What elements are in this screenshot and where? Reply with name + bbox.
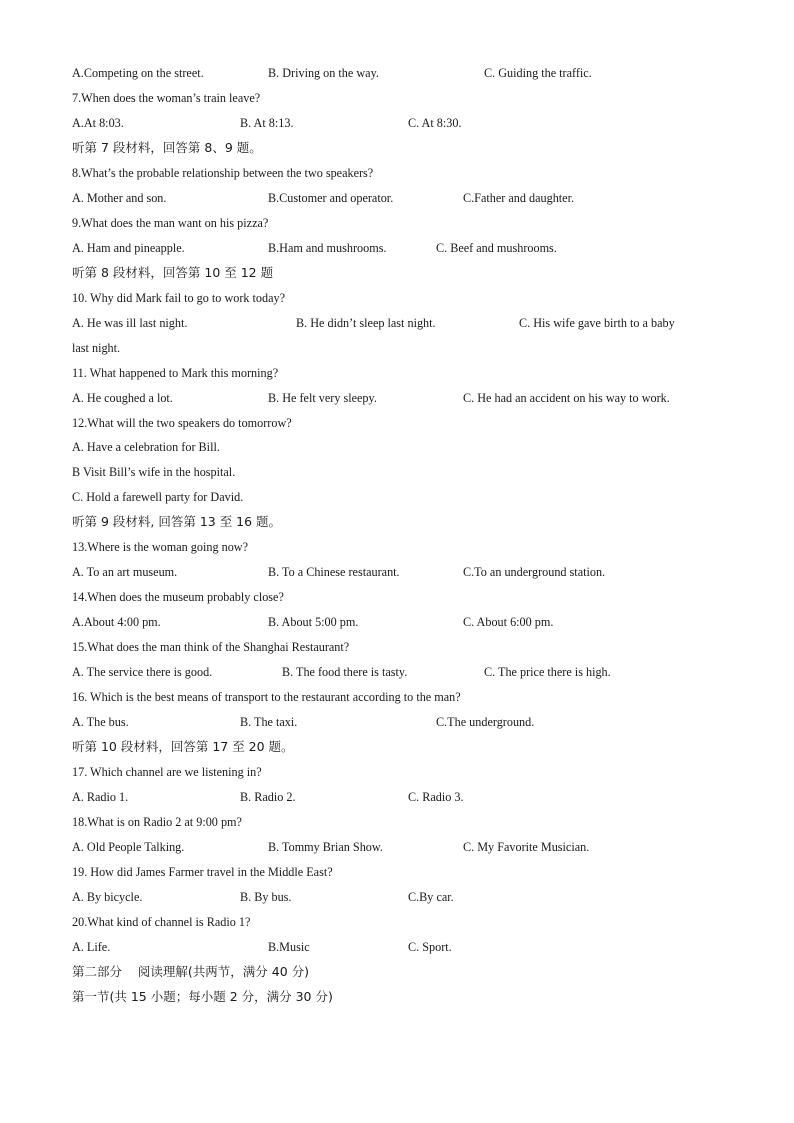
option-b: B.Music xyxy=(268,940,310,954)
option-b: B. By bus. xyxy=(240,890,292,904)
option-c: C. He had an accident on his way to work. xyxy=(463,391,670,405)
option-c: C.By car. xyxy=(408,890,454,904)
option-a: A.About 4:00 pm. xyxy=(72,615,161,629)
question-20: 20.What kind of channel is Radio 1? xyxy=(72,915,251,929)
options-q19 xyxy=(72,888,734,906)
option-a: A. He was ill last night. xyxy=(72,316,188,330)
question-15: 15.What does the man think of the Shanghai Restaurant? xyxy=(72,640,350,654)
option-b: B. At 8:13. xyxy=(240,116,294,130)
option-c: C. About 6:00 pm. xyxy=(463,615,554,629)
option-a: A.At 8:03. xyxy=(72,116,124,130)
option-a: A. He coughed a lot. xyxy=(72,391,173,405)
option-a: A. Radio 1. xyxy=(72,790,129,804)
question-8: 8.What’s the probable relationship between the two speakers? xyxy=(72,166,374,180)
option-a: A. To an art museum. xyxy=(72,565,178,579)
section-one-heading: 第一节(共 15 小题；每小题 2 分，满分 30 分) xyxy=(72,989,333,1004)
options-q11 xyxy=(72,389,734,407)
option-b: B.Ham and mushrooms. xyxy=(268,241,387,255)
option-a: A. Ham and pineapple. xyxy=(72,241,185,255)
options-q13 xyxy=(72,563,734,581)
option-c: C. At 8:30. xyxy=(408,116,462,130)
question-9: 9.What does the man want on his pizza? xyxy=(72,216,269,230)
options-q9 xyxy=(72,239,734,257)
options-q10-continued: last night. xyxy=(72,341,121,355)
option-c: C.The underground. xyxy=(436,715,535,729)
options-q7 xyxy=(72,114,734,132)
option-b: B. Tommy Brian Show. xyxy=(268,840,383,854)
option-a: A. The bus. xyxy=(72,715,129,729)
question-19: 19. How did James Farmer travel in the Middle East? xyxy=(72,865,333,879)
option-b: B.Customer and operator. xyxy=(268,191,394,205)
options-q20 xyxy=(72,938,734,956)
section-heading-8: 听第 8 段材料，回答第 10 至 12 题 xyxy=(72,265,274,280)
option-b: B. He felt very sleepy. xyxy=(268,391,377,405)
question-16: 16. Which is the best means of transport to the restaurant according to the man? xyxy=(72,690,461,704)
option-b: B. Driving on the way. xyxy=(268,66,379,80)
options-q18 xyxy=(72,838,734,856)
option-c: C.To an underground station. xyxy=(463,565,606,579)
option-c: C. My Favorite Musician. xyxy=(463,840,590,854)
option-b: B Visit Bill’s wife in the hospital. xyxy=(72,465,236,479)
option-a: A. The service there is good. xyxy=(72,665,213,679)
option-c: C. The price there is high. xyxy=(484,665,611,679)
section-heading-10: 听第 10 段材料，回答第 17 至 20 题。 xyxy=(72,739,294,754)
question-11: 11. What happened to Mark this morning? xyxy=(72,366,279,380)
option-a: A. Have a celebration for Bill. xyxy=(72,440,220,454)
part-two-heading: 第二部分 阅读理解(共两节，满分 40 分) xyxy=(72,964,310,979)
question-17: 17. Which channel are we listening in? xyxy=(72,765,262,779)
option-b: B. To a Chinese restaurant. xyxy=(268,565,400,579)
option-b: B. He didn’t sleep last night. xyxy=(296,316,436,330)
question-7: 7.When does the woman’s train leave? xyxy=(72,91,261,105)
option-c: C. Hold a farewell party for David. xyxy=(72,490,244,504)
options-q14 xyxy=(72,613,734,631)
options-q15 xyxy=(72,663,734,681)
option-c: C. Beef and mushrooms. xyxy=(436,241,557,255)
option-b: B. Radio 2. xyxy=(240,790,296,804)
section-heading-9: 听第 9 段材料, 回答第 13 至 16 题。 xyxy=(72,514,282,529)
option-a: A. By bicycle. xyxy=(72,890,143,904)
section-heading-7: 听第 7 段材料，回答第 8、9 题。 xyxy=(72,140,262,155)
option-a: A.Competing on the street. xyxy=(72,66,204,80)
option-b: B. The taxi. xyxy=(240,715,298,729)
question-14: 14.When does the museum probably close? xyxy=(72,590,284,604)
question-10: 10. Why did Mark fail to go to work today? xyxy=(72,291,286,305)
option-b: B. About 5:00 pm. xyxy=(268,615,359,629)
option-c: C. Radio 3. xyxy=(408,790,464,804)
options-q17 xyxy=(72,788,734,806)
question-12: 12.What will the two speakers do tomorrow? xyxy=(72,416,292,430)
options-q6 xyxy=(72,64,734,82)
option-a: A. Life. xyxy=(72,940,111,954)
question-13: 13.Where is the woman going now? xyxy=(72,540,248,554)
option-c: C. His wife gave birth to a baby xyxy=(519,316,675,330)
question-18: 18.What is on Radio 2 at 9:00 pm? xyxy=(72,815,242,829)
option-c: C.Father and daughter. xyxy=(463,191,575,205)
option-a: A. Mother and son. xyxy=(72,191,167,205)
option-a: A. Old People Talking. xyxy=(72,840,185,854)
option-c: C. Sport. xyxy=(408,940,452,954)
option-b: B. The food there is tasty. xyxy=(282,665,408,679)
options-q8 xyxy=(72,189,734,207)
option-c: C. Guiding the traffic. xyxy=(484,66,592,80)
options-q16 xyxy=(72,713,734,731)
options-q10 xyxy=(72,314,734,332)
